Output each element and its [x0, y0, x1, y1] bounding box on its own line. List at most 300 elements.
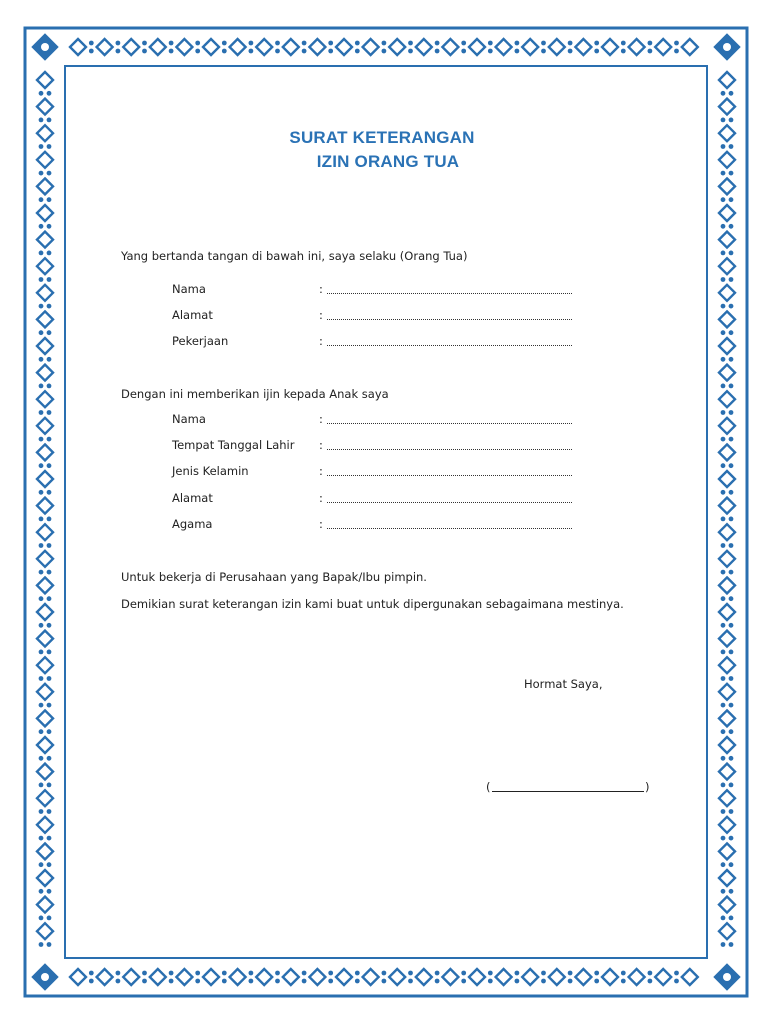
dot-ornament	[89, 49, 94, 54]
dot-ornament	[721, 836, 726, 841]
signature-greeting: Hormat Saya,	[524, 677, 603, 691]
field-separator: :	[319, 308, 323, 322]
diamond-ornament	[37, 684, 53, 700]
dot-ornament	[169, 41, 174, 46]
diamond-ornament	[719, 444, 735, 460]
diamond-ornament	[719, 843, 735, 859]
dot-ornament	[408, 979, 413, 984]
diamond-ornament	[389, 39, 405, 55]
dot-ornament	[461, 971, 466, 976]
diamond-ornament	[309, 969, 325, 985]
diamond-ornament	[522, 969, 538, 985]
diamond-ornament	[283, 969, 299, 985]
field-label: Jenis Kelamin	[172, 464, 249, 478]
dot-ornament	[408, 971, 413, 976]
diamond-ornament	[203, 39, 219, 55]
dot-ornament	[355, 49, 360, 54]
dot-ornament	[488, 971, 493, 976]
diamond-ornament	[97, 39, 113, 55]
dot-ornament	[721, 463, 726, 468]
dot-ornament	[302, 971, 307, 976]
dot-ornament	[142, 41, 147, 46]
dot-ornament	[721, 543, 726, 548]
diamond-ornament	[719, 764, 735, 780]
dot-ornament	[721, 650, 726, 655]
dot-ornament	[39, 384, 44, 389]
dot-ornament	[47, 916, 52, 921]
dot-ornament	[729, 277, 734, 282]
dot-ornament	[729, 676, 734, 681]
diamond-ornament	[496, 969, 512, 985]
dot-ornament	[648, 49, 653, 54]
dot-ornament	[47, 304, 52, 309]
dot-ornament	[47, 836, 52, 841]
diamond-ornament	[442, 39, 458, 55]
dot-ornament	[721, 357, 726, 362]
diamond-ornament	[37, 817, 53, 833]
dot-ornament	[249, 971, 254, 976]
dot-ornament	[47, 437, 52, 442]
dot-ornament	[721, 517, 726, 522]
diamond-ornament	[719, 524, 735, 540]
dot-ornament	[568, 49, 573, 54]
diamond-ornament	[37, 870, 53, 886]
field-separator: :	[319, 412, 323, 426]
diamond-ornament	[70, 969, 86, 985]
diamond-ornament	[37, 391, 53, 407]
diamond-ornament	[719, 471, 735, 487]
diamond-ornament	[469, 39, 485, 55]
diamond-ornament	[37, 99, 53, 115]
dot-ornament	[142, 971, 147, 976]
dot-ornament	[169, 49, 174, 54]
diamond-ornament	[37, 72, 53, 88]
dot-ornament	[47, 224, 52, 229]
dot-ornament	[721, 330, 726, 335]
document-title-line-2: IZIN ORANG TUA	[316, 152, 460, 171]
dot-ornament	[435, 971, 440, 976]
field-label: Agama	[172, 517, 213, 531]
diamond-ornament	[522, 39, 538, 55]
diamond-ornament	[719, 551, 735, 567]
diamond-ornament	[575, 969, 591, 985]
diamond-ornament	[37, 604, 53, 620]
dot-ornament	[721, 703, 726, 708]
diamond-ornament	[719, 391, 735, 407]
diamond-ornament	[496, 39, 512, 55]
dot-ornament	[648, 41, 653, 46]
diamond-ornament	[469, 969, 485, 985]
field-label: Alamat	[172, 308, 213, 322]
field-label: Pekerjaan	[172, 334, 229, 348]
dot-ornament	[47, 463, 52, 468]
dot-ornament	[222, 41, 227, 46]
dot-ornament	[729, 596, 734, 601]
border-outer-frame	[25, 28, 747, 996]
diamond-ornament	[37, 790, 53, 806]
dot-ornament	[721, 118, 726, 123]
closing-text: Demikian surat keterangan izin kami buat untuk dipergunakan sebagaimana mestinya.	[121, 597, 624, 611]
dot-ornament	[195, 971, 200, 976]
purpose-text: Untuk bekerja di Perusahaan yang Bapak/Ibu pimpin.	[121, 570, 427, 584]
diamond-ornament	[37, 365, 53, 381]
dot-ornament	[39, 916, 44, 921]
diamond-ornament	[719, 710, 735, 726]
dot-ornament	[47, 251, 52, 256]
dot-ornament	[729, 118, 734, 123]
dot-ornament	[729, 729, 734, 734]
dot-ornament	[47, 277, 52, 282]
diamond-ornament	[682, 39, 698, 55]
dot-ornament	[382, 979, 387, 984]
diamond-ornament	[37, 764, 53, 780]
dot-ornament	[435, 979, 440, 984]
dot-ornament	[302, 41, 307, 46]
diamond-ornament	[602, 39, 618, 55]
child-intro-text: Dengan ini memberikan ijin kepada Anak saya	[121, 387, 389, 401]
dot-ornament	[222, 49, 227, 54]
dot-ornament	[39, 809, 44, 814]
diamond-ornament	[719, 178, 735, 194]
diamond-ornament	[37, 471, 53, 487]
field-separator: :	[319, 438, 323, 452]
dot-ornament	[382, 49, 387, 54]
diamond-ornament	[37, 551, 53, 567]
diamond-ornament	[123, 39, 139, 55]
diamond-ornament	[37, 577, 53, 593]
dot-ornament	[721, 384, 726, 389]
fill-in-line[interactable]	[327, 449, 572, 450]
dot-ornament	[515, 979, 520, 984]
dot-ornament	[39, 437, 44, 442]
dot-ornament	[222, 971, 227, 976]
field-separator: :	[319, 282, 323, 296]
diamond-ornament	[37, 524, 53, 540]
dot-ornament	[39, 410, 44, 415]
dot-ornament	[568, 979, 573, 984]
diamond-ornament	[37, 232, 53, 248]
dot-ornament	[541, 971, 546, 976]
diamond-ornament	[37, 444, 53, 460]
diamond-ornament	[682, 969, 698, 985]
diamond-ornament	[719, 897, 735, 913]
diamond-ornament	[336, 969, 352, 985]
dot-ornament	[721, 410, 726, 415]
dot-ornament	[729, 517, 734, 522]
dot-ornament	[729, 91, 734, 96]
dot-ornament	[382, 971, 387, 976]
dot-ornament	[47, 357, 52, 362]
field-separator: :	[319, 517, 323, 531]
dot-ornament	[142, 49, 147, 54]
dot-ornament	[729, 783, 734, 788]
dot-ornament	[435, 41, 440, 46]
dot-ornament	[721, 942, 726, 947]
dot-ornament	[674, 971, 679, 976]
dot-ornament	[541, 979, 546, 984]
diamond-ornament	[719, 684, 735, 700]
fill-in-line[interactable]	[327, 528, 572, 529]
dot-ornament	[47, 889, 52, 894]
dot-ornament	[39, 357, 44, 362]
diamond-ornament	[719, 657, 735, 673]
dot-ornament	[39, 729, 44, 734]
dot-ornament	[328, 979, 333, 984]
corner-dot	[41, 973, 49, 981]
dot-ornament	[721, 676, 726, 681]
dot-ornament	[648, 979, 653, 984]
corner-dot	[723, 43, 731, 51]
diamond-ornament	[37, 657, 53, 673]
dot-ornament	[39, 703, 44, 708]
diamond-ornament	[37, 205, 53, 221]
diamond-ornament	[37, 710, 53, 726]
dot-ornament	[328, 49, 333, 54]
dot-ornament	[721, 783, 726, 788]
dot-ornament	[729, 809, 734, 814]
dot-ornament	[39, 650, 44, 655]
dot-ornament	[47, 118, 52, 123]
fill-in-line[interactable]	[327, 319, 572, 320]
dot-ornament	[39, 277, 44, 282]
dot-ornament	[721, 437, 726, 442]
dot-ornament	[169, 979, 174, 984]
dot-ornament	[729, 623, 734, 628]
diamond-ornament	[37, 285, 53, 301]
dot-ornament	[116, 979, 121, 984]
border-inner-frame	[65, 66, 707, 958]
dot-ornament	[568, 971, 573, 976]
dot-ornament	[721, 224, 726, 229]
dot-ornament	[39, 517, 44, 522]
dot-ornament	[47, 410, 52, 415]
dot-ornament	[142, 979, 147, 984]
dot-ornament	[729, 197, 734, 202]
diamond-ornament	[719, 498, 735, 514]
dot-ornament	[729, 490, 734, 495]
diamond-ornament	[629, 39, 645, 55]
field-separator: :	[319, 464, 323, 478]
dot-ornament	[249, 41, 254, 46]
dot-ornament	[488, 41, 493, 46]
diamond-ornament	[719, 870, 735, 886]
dot-ornament	[47, 384, 52, 389]
dot-ornament	[729, 862, 734, 867]
dot-ornament	[729, 330, 734, 335]
dot-ornament	[721, 197, 726, 202]
dot-ornament	[39, 623, 44, 628]
diamond-ornament	[256, 969, 272, 985]
diamond-ornament	[309, 39, 325, 55]
diamond-ornament	[37, 923, 53, 939]
fill-in-line[interactable]	[327, 502, 572, 503]
dot-ornament	[275, 971, 280, 976]
dot-ornament	[721, 570, 726, 575]
dot-ornament	[621, 979, 626, 984]
dot-ornament	[39, 304, 44, 309]
dot-ornament	[47, 650, 52, 655]
dot-ornament	[729, 410, 734, 415]
diamond-ornament	[719, 99, 735, 115]
dot-ornament	[568, 41, 573, 46]
dot-ornament	[461, 41, 466, 46]
dot-ornament	[47, 703, 52, 708]
diamond-ornament	[719, 923, 735, 939]
dot-ornament	[674, 49, 679, 54]
diamond-ornament	[176, 39, 192, 55]
dot-ornament	[648, 971, 653, 976]
dot-ornament	[729, 756, 734, 761]
dot-ornament	[541, 49, 546, 54]
dot-ornament	[47, 676, 52, 681]
dot-ornament	[39, 224, 44, 229]
diamond-ornament	[719, 232, 735, 248]
dot-ornament	[729, 650, 734, 655]
dot-ornament	[275, 49, 280, 54]
diamond-ornament	[719, 418, 735, 434]
dot-ornament	[116, 971, 121, 976]
document-title-line-1: SURAT KETERANGAN	[289, 128, 475, 147]
diamond-ornament	[37, 338, 53, 354]
dot-ornament	[39, 570, 44, 575]
diamond-ornament	[719, 72, 735, 88]
diamond-ornament	[336, 39, 352, 55]
dot-ornament	[47, 197, 52, 202]
field-separator: :	[319, 334, 323, 348]
diamond-ornament	[719, 285, 735, 301]
dot-ornament	[169, 971, 174, 976]
diamond-ornament	[123, 969, 139, 985]
diamond-ornament	[719, 631, 735, 647]
fill-in-line[interactable]	[327, 475, 572, 476]
dot-ornament	[408, 49, 413, 54]
dot-ornament	[39, 836, 44, 841]
signature-close-paren: )	[645, 780, 650, 794]
dot-ornament	[488, 49, 493, 54]
dot-ornament	[721, 889, 726, 894]
fill-in-line[interactable]	[327, 345, 572, 346]
parent-intro-text: Yang bertanda tangan di bawah ini, saya selaku (Orang Tua)	[121, 249, 468, 263]
dot-ornament	[47, 942, 52, 947]
diamond-ornament	[176, 969, 192, 985]
diamond-ornament	[655, 969, 671, 985]
diamond-ornament	[37, 178, 53, 194]
corner-dot	[723, 973, 731, 981]
fill-in-line[interactable]	[327, 423, 572, 424]
diamond-ornament	[719, 737, 735, 753]
diamond-ornament	[719, 205, 735, 221]
dot-ornament	[195, 979, 200, 984]
dot-ornament	[729, 357, 734, 362]
diamond-ornament	[602, 969, 618, 985]
dot-ornament	[39, 942, 44, 947]
dot-ornament	[47, 596, 52, 601]
diamond-ornament	[230, 969, 246, 985]
dot-ornament	[89, 971, 94, 976]
diamond-ornament	[37, 258, 53, 274]
diamond-ornament	[150, 39, 166, 55]
dot-ornament	[515, 49, 520, 54]
dot-ornament	[47, 543, 52, 548]
dot-ornament	[721, 809, 726, 814]
diamond-ornament	[549, 39, 565, 55]
diamond-ornament	[37, 737, 53, 753]
signature-line[interactable]	[492, 791, 644, 792]
diamond-ornament	[37, 843, 53, 859]
field-label: Nama	[172, 412, 206, 426]
diamond-ornament	[37, 631, 53, 647]
diamond-ornament	[37, 418, 53, 434]
dot-ornament	[721, 916, 726, 921]
dot-ornament	[39, 197, 44, 202]
dot-ornament	[39, 330, 44, 335]
dot-ornament	[355, 41, 360, 46]
diamond-ornament	[719, 258, 735, 274]
dot-ornament	[721, 490, 726, 495]
diamond-ornament	[283, 39, 299, 55]
dot-ornament	[47, 729, 52, 734]
dot-ornament	[488, 979, 493, 984]
dot-ornament	[729, 304, 734, 309]
dot-ornament	[249, 979, 254, 984]
dot-ornament	[39, 251, 44, 256]
dot-ornament	[721, 277, 726, 282]
dot-ornament	[39, 676, 44, 681]
dot-ornament	[47, 490, 52, 495]
corner-dot	[41, 43, 49, 51]
dot-ornament	[249, 49, 254, 54]
dot-ornament	[674, 979, 679, 984]
field-label: Tempat Tanggal Lahir	[172, 438, 295, 452]
diamond-ornament	[37, 311, 53, 327]
dot-ornament	[729, 942, 734, 947]
dot-ornament	[89, 41, 94, 46]
fill-in-line[interactable]	[327, 293, 572, 294]
dot-ornament	[515, 41, 520, 46]
dot-ornament	[729, 251, 734, 256]
dot-ornament	[39, 889, 44, 894]
dot-ornament	[435, 49, 440, 54]
dot-ornament	[47, 517, 52, 522]
dot-ornament	[721, 91, 726, 96]
dot-ornament	[47, 809, 52, 814]
dot-ornament	[275, 979, 280, 984]
dot-ornament	[721, 623, 726, 628]
dot-ornament	[541, 41, 546, 46]
dot-ornament	[39, 91, 44, 96]
diamond-ornament	[363, 39, 379, 55]
dot-ornament	[461, 49, 466, 54]
dot-ornament	[674, 41, 679, 46]
signature-open-paren: (	[486, 780, 491, 794]
dot-ornament	[302, 49, 307, 54]
dot-ornament	[594, 979, 599, 984]
diamond-ornament	[719, 365, 735, 381]
dot-ornament	[39, 118, 44, 123]
dot-ornament	[222, 979, 227, 984]
dot-ornament	[328, 41, 333, 46]
dot-ornament	[729, 224, 734, 229]
dot-ornament	[515, 971, 520, 976]
dot-ornament	[355, 971, 360, 976]
dot-ornament	[39, 862, 44, 867]
diamond-ornament	[70, 39, 86, 55]
diamond-ornament	[719, 604, 735, 620]
dot-ornament	[621, 49, 626, 54]
diamond-ornament	[256, 39, 272, 55]
diamond-ornament	[719, 790, 735, 806]
diamond-ornament	[719, 311, 735, 327]
